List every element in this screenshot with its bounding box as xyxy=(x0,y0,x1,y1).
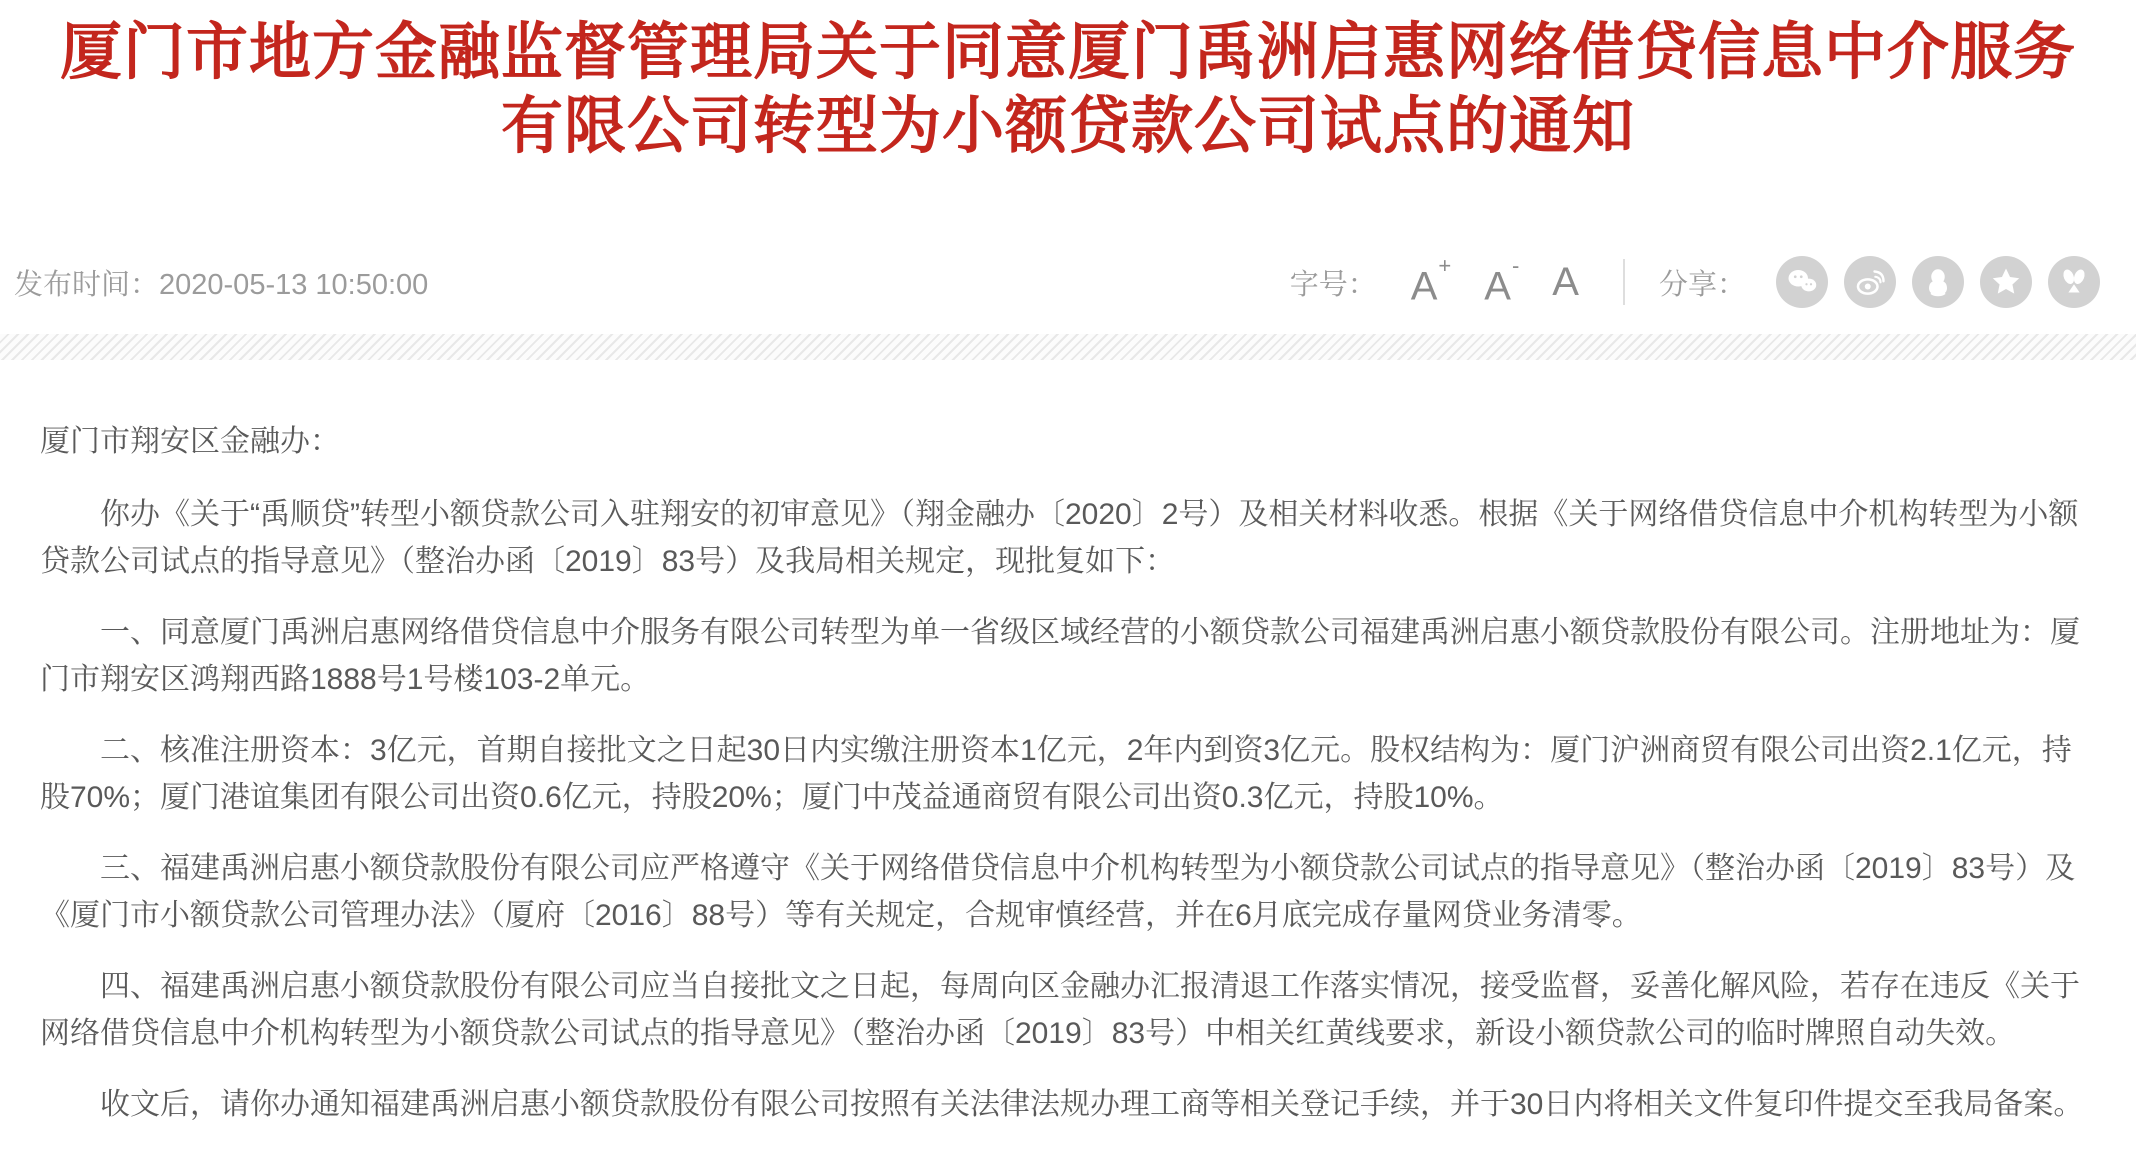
font-size-increase-button[interactable]: A+ xyxy=(1410,252,1452,309)
meta-toolbar xyxy=(1289,252,2100,309)
qq-share-button[interactable] xyxy=(1912,256,1964,308)
paragraph-closing: 收文后，请你办通知福建禹洲启惠小额贷款股份有限公司按照有关法律法规办理工商等相关登记手续，并于30日内将相关文件复印件提交至我局备案。 xyxy=(100,1088,2084,1121)
paragraph-item-2: 二、核准注册资本：3亿元，首期自接批文之日起30日内实缴注册资本1亿元，2年内到资3亿元。股权结构为：厦门沪洲商贸有限公司出资2.1亿元，持股70%；厦门港谊集团有限公司出资0.6亿元，持股20%；厦门中茂益通商贸有限公司出资0.3亿元，持股10%。 xyxy=(40,734,2072,814)
paragraph-item-4: 四、福建禹洲启惠小额贷款股份有限公司应当自接批文之日起，每周向区金融办汇报清退工作落实情况，接受监督，妥善化解风险，若存在违反《关于网络借贷信息中介机构转型为小额贷款公司试点的指导意见》（整治办函〔2019〕83号）中相关红黄线要求，新设小额贷款公司的临时牌照自动失效。 xyxy=(40,970,2080,1050)
publish-time-value: 2020-05-13 10:50:00 xyxy=(159,268,429,301)
page-title-line1: 厦门市地方金融监督管理局关于同意厦门禹洲启惠网络借贷信息中介服务 xyxy=(59,18,2076,87)
font-size-decrease-button[interactable]: A- xyxy=(1484,252,1520,309)
salutation: 厦门市翔安区金融办： xyxy=(40,425,340,458)
share-more-button[interactable] xyxy=(2048,256,2100,308)
publish-time xyxy=(14,262,428,303)
publish-time-label: 发布时间： xyxy=(14,268,160,301)
wechat-share-button[interactable] xyxy=(1776,256,1828,308)
notice-body xyxy=(0,360,2136,1128)
wechat-icon xyxy=(1784,264,1820,300)
paragraph-item-1: 一、同意厦门禹洲启惠网络借贷信息中介服务有限公司转型为单一省级区域经营的小额贷款公司福建禹洲启惠小额贷款股份有限公司。注册地址为：厦门市翔安区鸿翔西路1888号1号楼103-2单元。 xyxy=(40,616,2080,696)
weibo-icon xyxy=(1852,264,1888,300)
paragraph-item-3: 三、福建禹洲启惠小额贷款股份有限公司应严格遵守《关于网络借贷信息中介机构转型为小额贷款公司试点的指导意见》（整治办函〔2019〕83号）及《厦门市小额贷款公司管理办法》（厦府〔2016〕88号）等有关规定，合规审慎经营，并在6月底完成存量网贷业务清零。 xyxy=(40,852,2076,932)
striped-divider xyxy=(0,334,2136,360)
minus-icon: - xyxy=(1511,252,1520,278)
share-label: 分享： xyxy=(1658,268,1746,301)
meta-bar xyxy=(0,252,2136,309)
paragraph-intro: 你办《关于“禹顺贷”转型小额贷款公司入驻翔安的初审意见》（翔金融办〔2020〕2号）及相关材料收悉。根据《关于网络借贷信息中介机构转型为小额贷款公司试点的指导意见》（整治办函〔2019〕83号）及我局相关规定，现批复如下： xyxy=(40,498,2079,578)
share-more-icon xyxy=(2056,264,2092,300)
weibo-share-button[interactable] xyxy=(1844,256,1896,308)
font-size-label: 字号： xyxy=(1289,268,1377,301)
qzone-star-icon xyxy=(1988,264,2024,300)
page-title xyxy=(30,16,2106,164)
vertical-divider xyxy=(1623,259,1625,305)
qq-icon xyxy=(1920,264,1956,300)
qzone-share-button[interactable] xyxy=(1980,256,2032,308)
plus-icon: + xyxy=(1438,252,1452,278)
page-title-line2: 有限公司转型为小额贷款公司试点的通知 xyxy=(500,92,1635,161)
font-size-normal-button[interactable]: A xyxy=(1552,260,1579,304)
